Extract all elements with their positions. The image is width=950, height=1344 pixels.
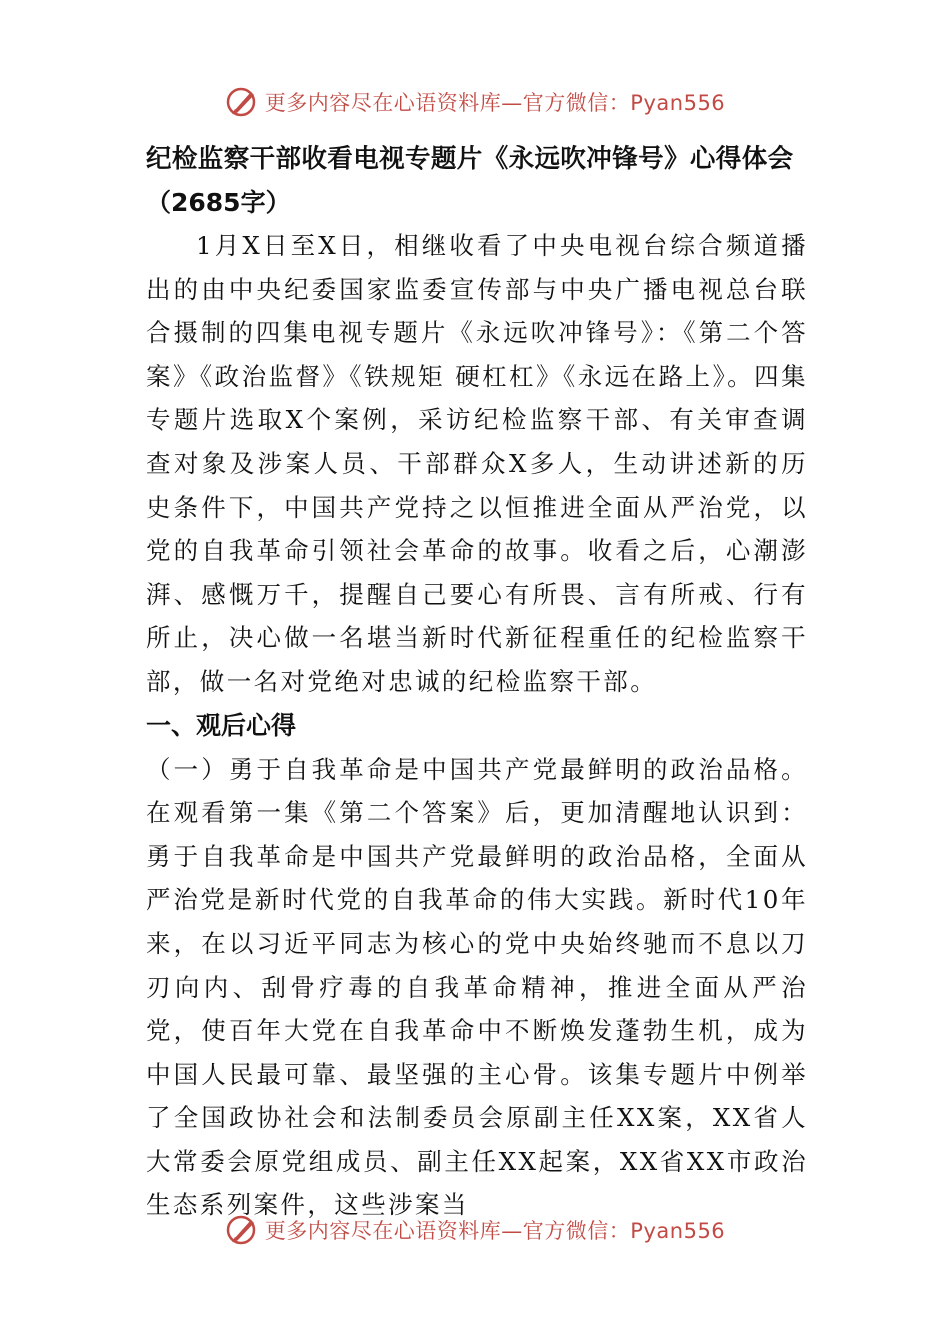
- section-paragraph: （一）勇于自我革命是中国共产党最鲜明的政治品格。在观看第一集《第二个答案》后，更加清醒地认识到：勇于自我革命是中国共产党最鲜明的政治品格，全面从严治党是新时代党的自我革命的伟大实践。新时代10年来，在以习近平同志为核心的党中央始终驰而不息以刀刃向内、刮骨疗毒的自我革命精神，推进全面从严治党，使百年大党在自我革命中不断焕发蓬勃生机，成为中国人民最可靠、最坚强的主心骨。该集专题片中例举了全国政协社会和法制委员会原副主任XX案，XX省人大常委会原党组成员、副主任XX起案，XX省XX市政治生态系列案件，这些涉案当: [146, 754, 808, 1220]
- pen-logo-icon: [225, 85, 259, 119]
- word-count: （2685字）: [146, 188, 291, 217]
- pen-logo-icon: [225, 1213, 259, 1247]
- watermark-text: 更多内容尽在心语资料库—官方微信：Pyan556: [264, 1219, 726, 1243]
- document-body: [146, 138, 808, 1227]
- watermark-banner-bottom: [0, 1210, 950, 1250]
- intro-paragraph: 1月X日至X日，相继收看了中央电视台综合频道播出的由中央纪委国家监委宣传部与中央广播电视总台联合摄制的四集电视专题片《永远吹冲锋号》：《第二个答案》《政治监督》《铁规矩 硬杠杠》《永远在路上》。四集专题片选取X个案例，采访纪检监察干部、有关审查调查对象及涉案人员、干部群众X多人，生动讲述新的历史条件下，中国共产党持之以恒推进全面从严治党，以党的自我革命引领社会革命的故事。收看之后，心潮澎湃、感慨万千，提醒自己要心有所畏、言有所戒、行有所止，决心做一名堪当新时代新征程重任的纪检监察干部，做一名对党绝对忠诚的纪检监察干部。: [146, 231, 808, 696]
- watermark-banner-top: [0, 82, 950, 122]
- document-title: 纪检监察干部收看电视专题片《永远吹冲锋号》心得体会: [146, 144, 794, 174]
- watermark-text: 更多内容尽在心语资料库—官方微信：Pyan556: [264, 91, 726, 115]
- section-heading: 一、观后心得: [146, 710, 297, 740]
